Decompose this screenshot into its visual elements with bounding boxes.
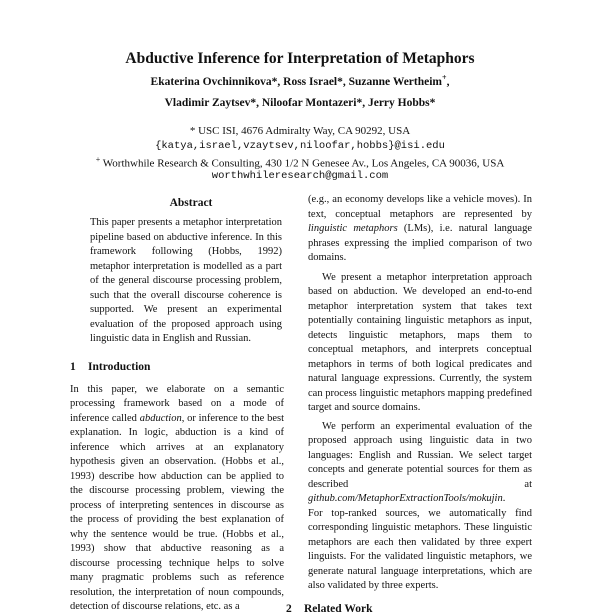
emails-1: {katya,israel,vzaytsev,niloofar,hobbs}@isi.edu [155, 140, 445, 152]
affiliation-1: * USC ISI, 4676 Admiralty Way, CA 90292, USA [189, 125, 411, 137]
right-paragraph-2: We present a metaphor interpretation approach based on abduction. We developed an end-to-end metaphor interpretation system that takes text potentially containing linguistic metaphors as input, detects linguistic metaphors, maps them to conceptual metaphors, and interprets conceptual metaphors in terms of both logical predicates and natural language expressions. Currently, the system can process linguistic metaphors mapping predefined target and source domains. [308, 271, 532, 413]
intro-text-b: , or inference to the best explanation. In logic, abduction is a kind of inference which arrives at an explanatory hypothesis given an observation. (Hobbs et al., 1993) describe how abduction can be applied to the discourse processing problem, viewing the process of interpreting sentences in discourse as the process of providing the best explanation of why the sentence would be true. (Hobbs et al., 1993) show that abductive reasoning as a discourse processing technique helps to solve many pragmatic problems such as reference resolution, the interpretation of noun compounds, detection of discourse relations, etc. as a [70, 412, 284, 612]
right-paragraph-4: For top-ranked sources, we automatically find corresponding linguistic metaphors. These linguistic metaphors are each then validated by three expert linguists. For the validated linguistic metaphors, we generate natural language interpretations, which are also validated by three experts. [308, 507, 532, 591]
affiliation-2 [0, 155, 600, 170]
abstract-text: This paper presents a metaphor interpretation pipeline based on abductive inference. In this framework following (Hobbs, 1992) metaphor interpretation is modelled as a part of the general discourse processing problem, such that the overall discourse coherence is supported. We present an experimental evaluation of the proposed approach using linguistic data in English and Russian. [90, 217, 282, 344]
section-1-title: Introduction [88, 360, 151, 373]
authors-line-1 [0, 73, 600, 88]
right-paragraph-3 [308, 420, 532, 507]
affiliation-2-mark: + [95, 155, 101, 164]
affiliation-mark-plus: + [442, 73, 447, 82]
left-column [70, 196, 292, 615]
authors-comma: , [446, 75, 450, 88]
section-2-heading [286, 602, 532, 616]
right-p3-text-a: We perform an experimental evaluation of the proposed approach using linguistic data in two languages: English and Russian. We select target concepts and generate potential sources for them as described at [308, 420, 532, 490]
right-p3-link: github.com/MetaphorExtractionTools/mokujin [308, 493, 503, 504]
authors-line-2: Vladimir Zaytsev*, Niloofar Montazeri*, Jerry Hobbs* [164, 97, 436, 109]
section-2-title: Related Work [304, 602, 373, 615]
abstract-heading: Abstract [169, 197, 213, 209]
intro-paragraph [70, 383, 284, 615]
section-1-heading [70, 360, 292, 374]
intro-emphasis-abduction: abduction [139, 412, 182, 424]
authors-text-1: Ekaterina Ovchinnikova*, Ross Israel*, Suzanne Wertheim [150, 75, 443, 88]
email-2: worthwhileresearch@gmail.com [211, 170, 389, 182]
right-paragraph-1 [308, 193, 532, 266]
right-p1-text-b: (LMs), i.e. natural language phrases expressing the implied comparison of two domains. [308, 223, 532, 263]
section-2-number: 2 [286, 602, 292, 615]
right-p3-text-b: . [502, 493, 506, 504]
affiliation-2-text: Worthwhile Research & Consulting, 430 1/2 N Genesee Av., Los Angeles, CA 90036, USA [102, 157, 505, 170]
right-p1-emphasis: linguistic metaphors [308, 223, 398, 234]
right-column [286, 193, 532, 616]
intro-text-a: In this paper, we elaborate on a semantic processing framework based on a mode of inference called [70, 383, 284, 424]
section-1-number: 1 [70, 360, 76, 373]
right-p1-text-a: (e.g., an economy develops like a vehicle moves). In text, conceptual metaphors are represented by [308, 194, 532, 220]
paper-title: Abductive Inference for Interpretation of Metaphors [125, 50, 475, 67]
